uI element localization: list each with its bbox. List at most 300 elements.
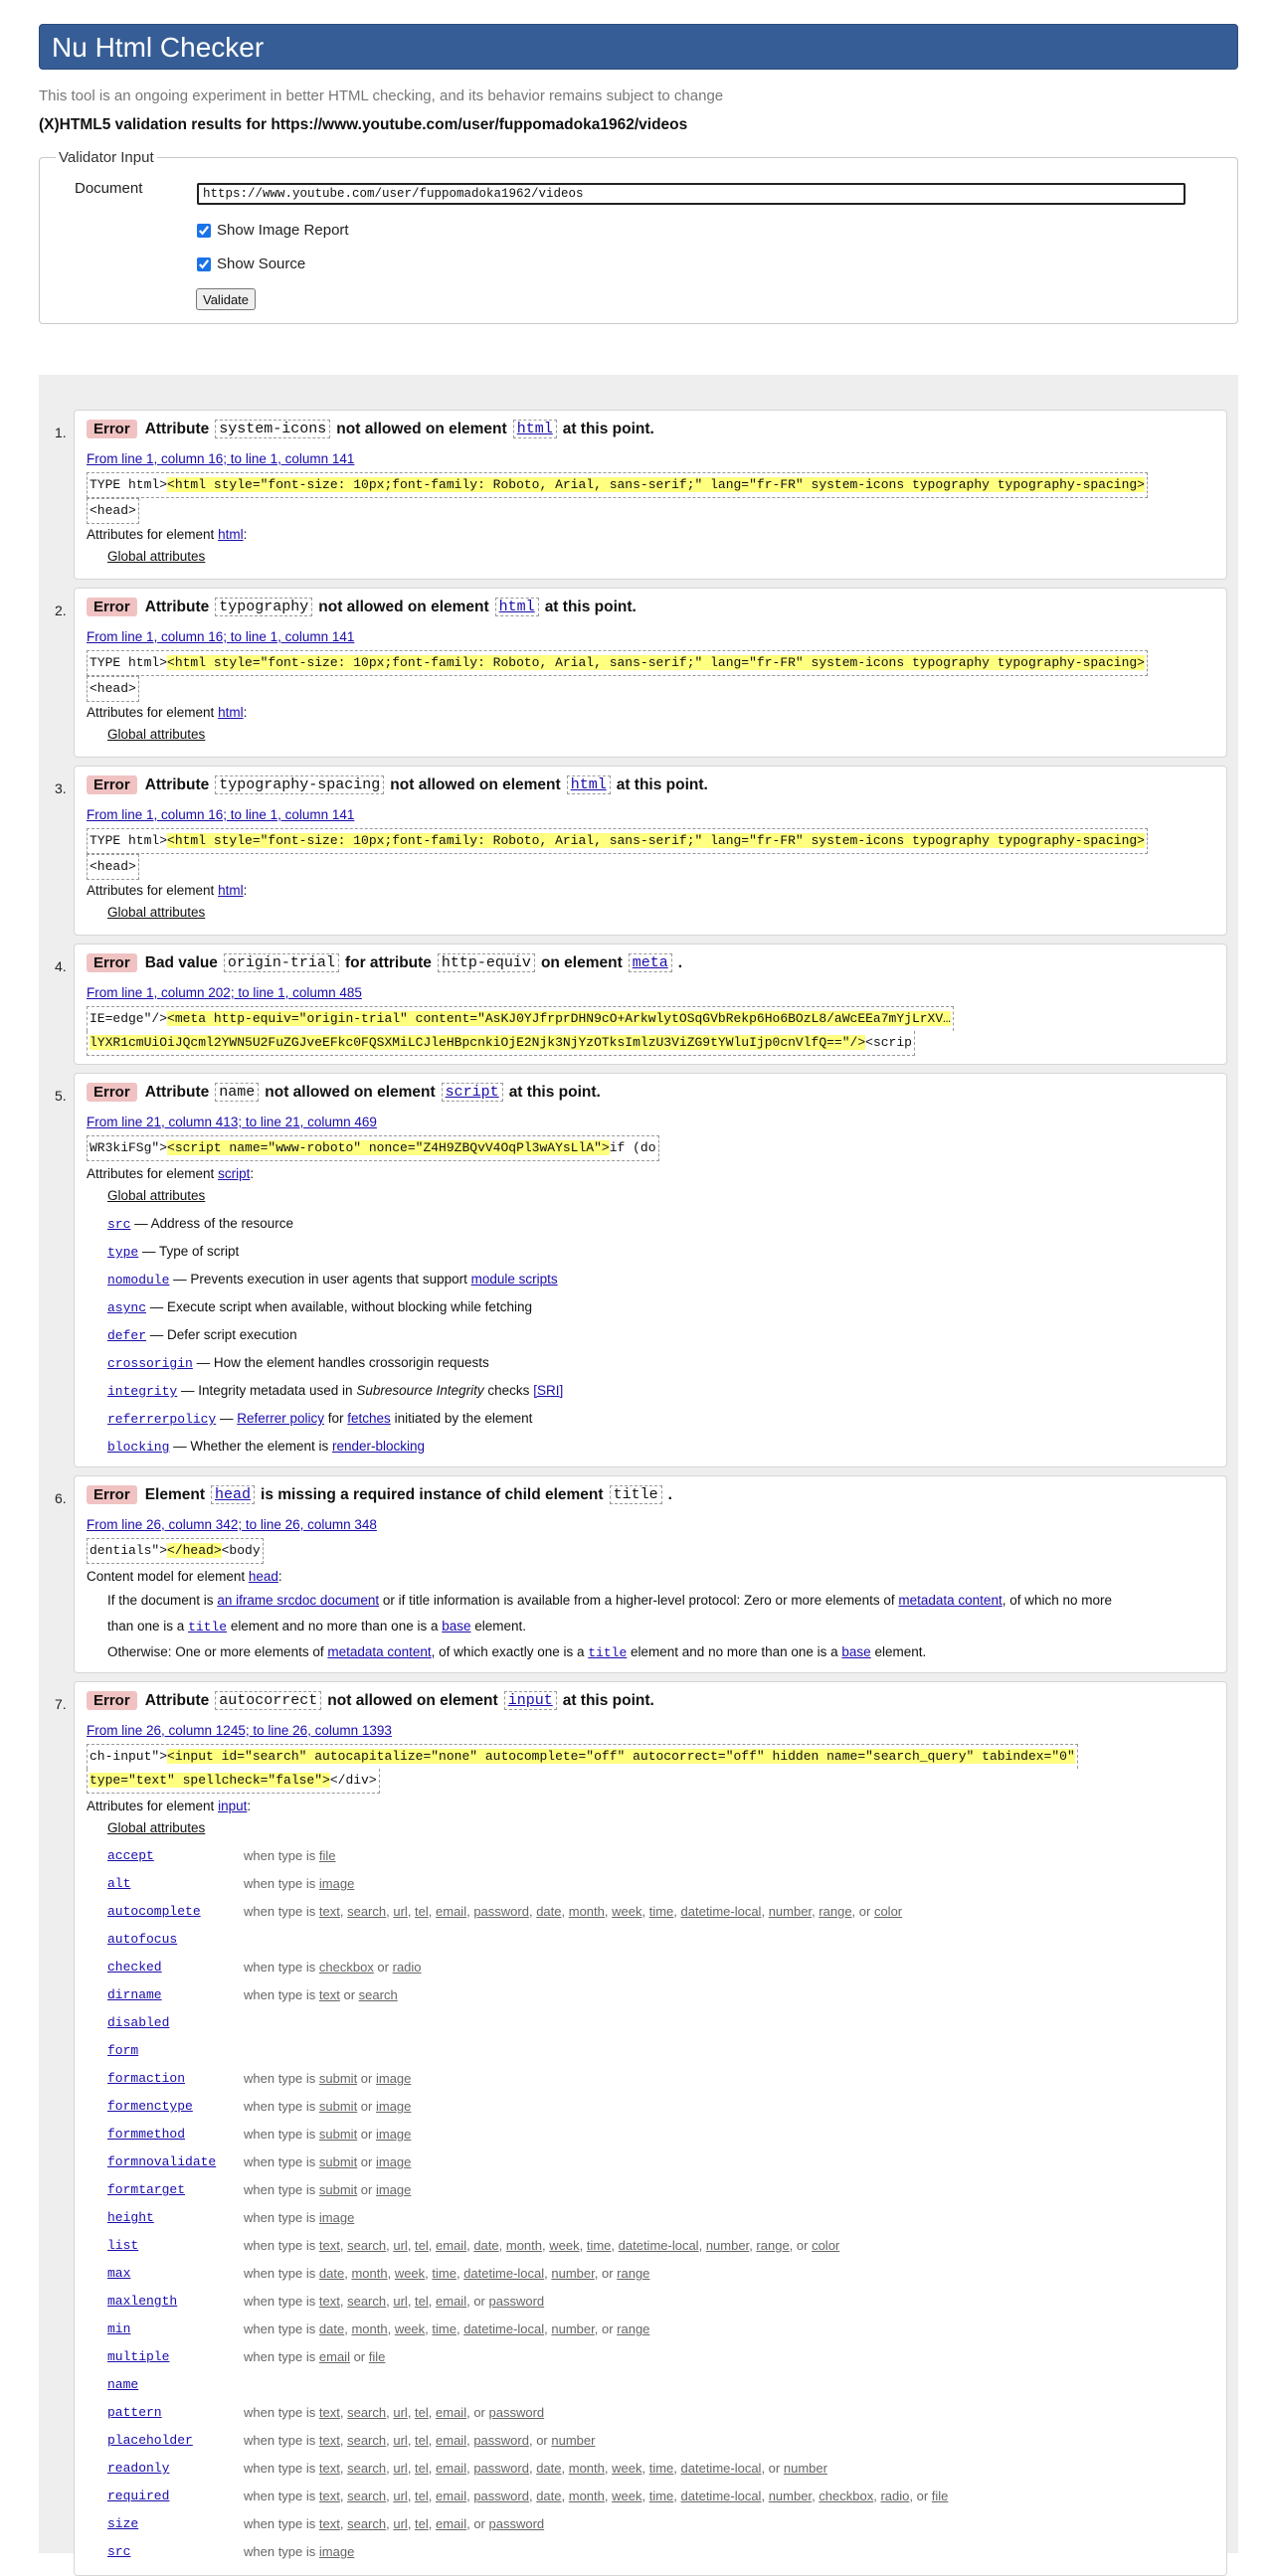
input-type-link[interactable]: number xyxy=(551,2266,595,2281)
attribute-condition: when type is image xyxy=(244,2210,355,2225)
attribute-link[interactable]: placeholder xyxy=(107,2433,193,2448)
input-type-link[interactable]: text xyxy=(318,1904,340,1919)
attribute-item xyxy=(107,2042,138,2058)
attribute-link[interactable]: nomodule xyxy=(107,1273,170,1288)
attribute-name: typography xyxy=(215,598,312,616)
element-spec-link[interactable]: head xyxy=(248,1569,278,1584)
input-type-link[interactable]: datetime-local xyxy=(680,2461,762,2476)
attribute-link[interactable]: checked xyxy=(107,1960,162,1975)
attribute-link[interactable]: name xyxy=(107,2377,139,2392)
attribute-item xyxy=(107,2543,130,2559)
attribute-link[interactable]: dirname xyxy=(107,1987,162,2002)
input-type-link[interactable]: month xyxy=(568,2489,605,2503)
attribute-item xyxy=(107,2126,185,2142)
error-badge: Error xyxy=(87,953,137,972)
input-type-link[interactable]: tel xyxy=(415,2294,429,2309)
input-type-link[interactable]: time xyxy=(648,1904,674,1919)
input-type-link[interactable]: url xyxy=(393,2433,408,2448)
attribute-condition: when type is text, search, url, tel, email, password, or number xyxy=(244,2433,596,2448)
spec-link[interactable]: fetches xyxy=(347,1411,391,1426)
content-model-otherwise: Otherwise: One or more elements of metadata content, of which exactly one is a title element and no more than one is a base element. xyxy=(107,1644,927,1660)
attribute-condition: when type is submit or image xyxy=(244,2127,412,2142)
attributes-for-element: Attributes for element html: xyxy=(87,883,248,898)
input-type-link[interactable]: range xyxy=(756,2238,790,2253)
message-heading: Error Attribute autocorrect not allowed on element input at this point. xyxy=(87,1691,654,1710)
input-type-link[interactable]: password xyxy=(473,2489,529,2503)
input-type-link[interactable]: image xyxy=(375,2127,412,2142)
input-type-link[interactable]: text xyxy=(318,2405,340,2420)
attribute-name: system-icons xyxy=(215,420,330,438)
error-badge: Error xyxy=(87,775,137,794)
spec-link[interactable]: module scripts xyxy=(470,1272,558,1287)
element-spec-link[interactable]: script xyxy=(218,1166,251,1181)
input-type-link[interactable]: text xyxy=(318,1987,340,2002)
spec-link[interactable]: render-blocking xyxy=(332,1439,426,1454)
element-spec-link[interactable]: html xyxy=(218,883,244,898)
input-type-link[interactable]: search xyxy=(347,2405,387,2420)
attribute-condition: when type is text, search, url, tel, email, date, month, week, time, datetime-local, number, range, or color xyxy=(244,2238,840,2253)
input-type-link[interactable]: url xyxy=(393,2489,408,2503)
spec-link[interactable]: [SRI] xyxy=(533,1383,564,1398)
input-type-link[interactable]: datetime-local xyxy=(463,2321,545,2336)
attribute-item xyxy=(107,2181,185,2197)
attribute-name: typography-spacing xyxy=(215,775,384,794)
attribute-condition: when type is image xyxy=(244,1876,355,1891)
show-image-report-option[interactable] xyxy=(197,222,349,239)
element-link[interactable]: script xyxy=(442,1083,503,1102)
attribute-link[interactable]: autofocus xyxy=(107,1932,178,1947)
input-type-link[interactable]: search xyxy=(347,2516,387,2531)
input-type-link[interactable]: submit xyxy=(318,2127,358,2142)
input-type-link[interactable]: submit xyxy=(318,2154,358,2169)
attribute-item xyxy=(107,2293,177,2309)
attribute-item: async — Execute script when available, without blocking while fetching xyxy=(107,1299,532,1315)
element-link[interactable]: html xyxy=(567,775,611,794)
attribute-link[interactable]: pattern xyxy=(107,2405,162,2420)
attribute-name: name xyxy=(215,1083,259,1102)
input-type-link[interactable]: tel xyxy=(415,2405,429,2420)
input-type-link[interactable]: range xyxy=(617,2266,650,2281)
attribute-link[interactable]: formtarget xyxy=(107,2182,186,2197)
message-number: 3. xyxy=(55,780,67,796)
validator-input-legend: Validator Input xyxy=(59,149,154,166)
attribute-link[interactable]: crossorigin xyxy=(107,1356,193,1371)
input-type-link[interactable]: search xyxy=(347,2461,387,2476)
input-type-link[interactable]: datetime-local xyxy=(680,2489,762,2503)
attribute-item xyxy=(107,2098,193,2114)
input-type-link[interactable]: range xyxy=(819,1904,852,1919)
input-type-link[interactable]: date xyxy=(318,2321,345,2336)
global-attributes-link[interactable]: Global attributes xyxy=(107,1820,206,1835)
input-type-link[interactable]: datetime-local xyxy=(463,2266,545,2281)
input-type-link[interactable]: email xyxy=(318,2349,350,2364)
document-label: Document xyxy=(75,180,143,197)
input-type-link[interactable]: search xyxy=(358,1987,398,2002)
element-spec-link[interactable]: html xyxy=(218,527,244,542)
attribute-link[interactable]: size xyxy=(107,2516,139,2531)
message-heading: Error Bad value origin-trial for attribute http-equiv on element meta . xyxy=(87,953,682,972)
input-type-link[interactable]: image xyxy=(375,2071,412,2086)
attribute-link[interactable]: height xyxy=(107,2210,154,2225)
input-type-link[interactable]: week xyxy=(549,2238,580,2253)
input-type-link[interactable]: submit xyxy=(318,2071,358,2086)
attribute-item xyxy=(107,2209,154,2225)
input-type-link[interactable]: password xyxy=(473,1904,529,1919)
attribute-condition: when type is text, search, url, tel, email, password, date, month, week, time, datetime-local, number, range, or color xyxy=(244,1904,903,1919)
input-type-link[interactable]: tel xyxy=(415,1904,429,1919)
attribute-link[interactable]: alt xyxy=(107,1876,131,1891)
message-number: 7. xyxy=(55,1696,67,1712)
input-type-link[interactable]: url xyxy=(393,2405,408,2420)
global-attributes-link[interactable]: Global attributes xyxy=(107,727,206,742)
input-type-link[interactable]: url xyxy=(393,2461,408,2476)
attribute-link[interactable]: list xyxy=(107,2238,139,2253)
input-type-link[interactable]: search xyxy=(347,2294,387,2309)
attribute-item: type — Type of script xyxy=(107,1244,240,1260)
input-type-link[interactable]: email xyxy=(436,2433,467,2448)
child-element-name: title xyxy=(610,1485,662,1504)
location-link[interactable]: From line 26, column 1245; to line 26, column 1393 xyxy=(87,1723,392,1738)
input-type-link[interactable]: month xyxy=(568,1904,605,1919)
input-type-link[interactable]: file xyxy=(931,2489,949,2503)
input-type-link[interactable]: checkbox xyxy=(819,2489,874,2503)
location-link[interactable]: From line 21, column 413; to line 21, column 469 xyxy=(87,1115,377,1129)
attribute-item: defer — Defer script execution xyxy=(107,1327,297,1343)
input-type-link[interactable]: tel xyxy=(415,2433,429,2448)
source-extract: IE=edge"/><meta http-equiv="origin-trial" content="AsKJ0YJfrprDHN9cO+ArkwlytOSqGVbRekp6Ho6BOzL8/aWcEEa7mYjLrXV… lYXR1cmUiOiJQcml2YWN5U2FuZGJveEFkc0FQSXMiLCJleHBpcnkiOjE2Njk3NjYzOTksImlzU3ViZG9tYWluIjp0cnVlfQ=="/><scrip xyxy=(87,1006,954,1056)
attributes-for-element: Attributes for element html: xyxy=(87,705,248,720)
input-type-link[interactable]: file xyxy=(368,2349,386,2364)
input-type-link[interactable]: week xyxy=(612,2461,642,2476)
results-list xyxy=(39,375,1238,2559)
input-type-link[interactable]: week xyxy=(612,1904,642,1919)
element-link[interactable]: html xyxy=(495,598,539,616)
error-message xyxy=(55,1073,1227,1467)
input-type-link[interactable]: submit xyxy=(318,2182,358,2197)
input-type-link[interactable]: date xyxy=(536,2461,562,2476)
input-type-link[interactable]: text xyxy=(318,2433,340,2448)
attribute-item xyxy=(107,1959,162,1975)
attribute-link[interactable]: async xyxy=(107,1300,147,1315)
show-source-option[interactable] xyxy=(197,256,305,272)
attribute-condition: when type is text, search, url, tel, email, or password xyxy=(244,2294,545,2309)
input-type-link[interactable]: month xyxy=(568,2461,605,2476)
input-type-link[interactable]: number xyxy=(768,2489,813,2503)
attribute-name: http-equiv xyxy=(438,953,535,972)
input-type-link[interactable]: text xyxy=(318,2489,340,2503)
location-link[interactable]: From line 1, column 16; to line 1, column 141 xyxy=(87,629,355,644)
attribute-item xyxy=(107,1875,130,1891)
message-number: 2. xyxy=(55,602,67,618)
attribute-item: nomodule — Prevents execution in user agents that support module scripts xyxy=(107,1272,558,1288)
input-type-link[interactable]: color xyxy=(812,2238,840,2253)
message-heading: Error Attribute typography-spacing not allowed on element html at this point. xyxy=(87,775,708,794)
global-attributes-link[interactable]: Global attributes xyxy=(107,905,206,920)
attribute-item xyxy=(107,1847,154,1863)
source-extract: TYPE html><html style="font-size: 10px;font-family: Roboto, Arial, sans-serif;" lang="fr-FR" system-icons typography typography-spacing> <head> xyxy=(87,472,1148,524)
attribute-item xyxy=(107,1931,177,1947)
attribute-item xyxy=(107,1986,162,2002)
location-link[interactable]: From line 1, column 16; to line 1, column 141 xyxy=(87,451,355,466)
input-type-link[interactable]: time xyxy=(648,2489,674,2503)
input-type-link[interactable]: file xyxy=(318,1848,336,1863)
input-type-link[interactable]: image xyxy=(375,2182,412,2197)
attribute-item xyxy=(107,2237,138,2253)
content-model-condition: than one is a title element and no more than one is a base element. xyxy=(107,1619,527,1634)
show-image-report-checkbox[interactable] xyxy=(197,224,211,238)
input-type-link[interactable]: week xyxy=(394,2321,426,2336)
input-type-link[interactable]: date xyxy=(318,2266,345,2281)
location-link[interactable]: From line 1, column 16; to line 1, column 141 xyxy=(87,807,355,822)
input-type-link[interactable]: text xyxy=(318,2461,340,2476)
input-type-link[interactable]: email xyxy=(436,1904,467,1919)
error-message xyxy=(55,410,1227,580)
attribute-item xyxy=(107,2515,138,2531)
input-type-link[interactable]: color xyxy=(873,1904,903,1919)
spec-link[interactable]: Referrer policy xyxy=(237,1411,325,1426)
attribute-item: blocking — Whether the element is render-blocking xyxy=(107,1439,426,1455)
content-model: Content model for element head: xyxy=(87,1569,282,1584)
input-type-link[interactable]: number xyxy=(551,2321,595,2336)
input-type-link[interactable]: time xyxy=(432,2266,456,2281)
error-badge: Error xyxy=(87,1691,137,1710)
error-message xyxy=(55,1475,1227,1673)
input-type-link[interactable]: date xyxy=(536,2489,562,2503)
input-type-link[interactable]: search xyxy=(347,2238,387,2253)
attribute-condition: when type is submit or image xyxy=(244,2099,412,2114)
input-type-link[interactable]: week xyxy=(612,2489,642,2503)
attribute-condition: when type is image xyxy=(244,2544,355,2559)
input-type-link[interactable]: text xyxy=(318,2516,340,2531)
attribute-name: autocorrect xyxy=(215,1691,321,1710)
input-type-link[interactable]: month xyxy=(505,2238,543,2253)
attribute-condition: when type is text, search, url, tel, email, or password xyxy=(244,2516,545,2531)
attribute-link[interactable]: formnovalidate xyxy=(107,2154,217,2169)
attribute-link[interactable]: form xyxy=(107,2043,139,2058)
global-attributes-link[interactable]: Global attributes xyxy=(107,549,206,564)
input-type-link[interactable]: email xyxy=(436,2238,467,2253)
attribute-condition: when type is date, month, week, time, datetime-local, number, or range xyxy=(244,2321,650,2336)
show-image-report-label: Show Image Report xyxy=(217,222,349,239)
input-type-link[interactable]: text xyxy=(318,2238,340,2253)
location-link[interactable]: From line 26, column 342; to line 26, column 348 xyxy=(87,1517,377,1532)
attribute-item xyxy=(107,2265,130,2281)
input-type-link[interactable]: password xyxy=(473,2461,529,2476)
source-extract: ch-input"><input id="search" autocapitalize="none" autocomplete="off" autocorrect="off" hidden name="search_query" tabindex="0" type="text" spellcheck="false"></div> xyxy=(87,1744,1078,1794)
attribute-condition: when type is text or search xyxy=(244,1987,398,2002)
source-extract: TYPE html><html style="font-size: 10px;font-family: Roboto, Arial, sans-serif;" lang="fr-FR" system-icons typography typography-spacing> <head> xyxy=(87,828,1148,880)
input-type-link[interactable]: image xyxy=(318,2544,355,2559)
attribute-item xyxy=(107,2432,193,2448)
attribute-item: referrerpolicy — Referrer policy for fetches initiated by the element xyxy=(107,1411,533,1427)
source-extract: WR3kiFSg"><script name="www-roboto" nonce="Z4H9ZBQvV4OqPl3wAYsLlA">if (do xyxy=(87,1135,659,1161)
attribute-condition: when type is submit or image xyxy=(244,2071,412,2086)
attribute-item: src — Address of the resource xyxy=(107,1216,293,1232)
input-type-link[interactable]: url xyxy=(393,2516,408,2531)
attribute-item xyxy=(107,2488,169,2503)
input-type-link[interactable]: image xyxy=(375,2154,412,2169)
results-heading: (X)HTML5 validation results for https://www.youtube.com/user/fuppomadoka1962/videos xyxy=(39,116,688,133)
input-type-link[interactable]: number xyxy=(768,1904,813,1919)
error-badge: Error xyxy=(87,598,137,616)
input-type-link[interactable]: image xyxy=(318,2210,355,2225)
input-type-link[interactable]: email xyxy=(436,2489,467,2503)
attribute-link[interactable]: formenctype xyxy=(107,2099,193,2114)
attribute-item xyxy=(107,2376,138,2392)
source-extract: TYPE html><html style="font-size: 10px;font-family: Roboto, Arial, sans-serif;" lang="fr-FR" system-icons typography typography-spacing> <head> xyxy=(87,650,1148,702)
input-type-link[interactable]: datetime-local xyxy=(680,1904,762,1919)
show-source-checkbox[interactable] xyxy=(197,258,211,271)
attribute-link[interactable]: formaction xyxy=(107,2071,186,2086)
attribute-condition: when type is text, search, url, tel, email, password, date, month, week, time, datetime-local, number, checkbox, radio, or file xyxy=(244,2489,949,2503)
input-type-link[interactable]: range xyxy=(617,2321,650,2336)
input-type-link[interactable]: time xyxy=(432,2321,456,2336)
attribute-link[interactable]: maxlength xyxy=(107,2294,178,2309)
input-type-link[interactable]: url xyxy=(393,1904,408,1919)
global-attributes-link[interactable]: Global attributes xyxy=(107,1188,206,1203)
attribute-link[interactable]: accept xyxy=(107,1848,154,1863)
attribute-link[interactable]: blocking xyxy=(107,1440,170,1455)
input-type-link[interactable]: search xyxy=(347,2433,387,2448)
input-type-link[interactable]: email xyxy=(436,2516,467,2531)
attribute-condition: when type is text, search, url, tel, email, or password xyxy=(244,2405,545,2420)
input-type-link[interactable]: datetime-local xyxy=(618,2238,699,2253)
element-spec-link[interactable]: input xyxy=(218,1799,248,1813)
attribute-link[interactable]: src xyxy=(107,2544,131,2559)
input-type-link[interactable]: url xyxy=(393,2294,408,2309)
attribute-item xyxy=(107,2320,130,2336)
input-type-link[interactable]: date xyxy=(473,2238,499,2253)
attribute-link[interactable]: autocomplete xyxy=(107,1904,201,1919)
input-type-link[interactable]: image xyxy=(375,2099,412,2114)
attribute-item xyxy=(107,2014,169,2030)
document-url-input[interactable] xyxy=(197,183,1186,205)
error-badge: Error xyxy=(87,420,137,438)
attribute-condition: when type is checkbox or radio xyxy=(244,1960,422,1975)
attributes-for-element: Attributes for element input: xyxy=(87,1799,252,1813)
location-link[interactable]: From line 1, column 202; to line 1, column 485 xyxy=(87,985,362,1000)
input-type-link[interactable]: image xyxy=(318,1876,355,1891)
element-spec-link[interactable]: html xyxy=(218,705,244,720)
attribute-condition: when type is file xyxy=(244,1848,336,1863)
attribute-item xyxy=(107,2153,216,2169)
attribute-condition: when type is submit or image xyxy=(244,2182,412,2197)
attribute-item xyxy=(107,1903,201,1919)
input-type-link[interactable]: password xyxy=(488,2516,545,2531)
error-message xyxy=(55,944,1227,1065)
attribute-link[interactable]: formmethod xyxy=(107,2127,186,2142)
input-type-link[interactable]: month xyxy=(351,2266,388,2281)
input-type-link[interactable]: time xyxy=(648,2461,674,2476)
attribute-link[interactable]: min xyxy=(107,2321,131,2336)
input-type-link[interactable]: tel xyxy=(415,2461,429,2476)
error-badge: Error xyxy=(87,1083,137,1102)
attribute-item xyxy=(107,2460,169,2476)
attribute-link[interactable]: type xyxy=(107,1245,139,1260)
input-type-link[interactable]: tel xyxy=(415,2516,429,2531)
attribute-item xyxy=(107,2348,169,2364)
input-type-link[interactable]: radio xyxy=(880,2489,910,2503)
attribute-link[interactable]: defer xyxy=(107,1328,147,1343)
message-number: 6. xyxy=(55,1490,67,1506)
attribute-link[interactable]: readonly xyxy=(107,2461,170,2476)
message-number: 1. xyxy=(55,425,67,440)
input-type-link[interactable]: email xyxy=(436,2461,467,2476)
input-type-link[interactable]: time xyxy=(586,2238,612,2253)
input-type-link[interactable]: password xyxy=(488,2405,545,2420)
attribute-link[interactable]: multiple xyxy=(107,2349,170,2364)
error-message xyxy=(55,588,1227,758)
input-type-link[interactable]: tel xyxy=(415,2238,429,2253)
input-type-link[interactable]: email xyxy=(436,2294,467,2309)
element-link[interactable]: meta xyxy=(629,953,672,972)
input-type-link[interactable]: checkbox xyxy=(318,1960,374,1975)
page-header: Nu Html Checker xyxy=(39,24,1238,70)
element-link[interactable]: html xyxy=(513,420,557,438)
message-heading: Error Element head is missing a required instance of child element title . xyxy=(87,1485,672,1504)
tool-subtitle: This tool is an ongoing experiment in better HTML checking, and its behavior remains subject to change xyxy=(39,87,724,104)
attribute-link[interactable]: required xyxy=(107,2489,170,2503)
input-type-link[interactable]: radio xyxy=(392,1960,422,1975)
attribute-value: origin-trial xyxy=(224,953,339,972)
attribute-link[interactable]: max xyxy=(107,2266,131,2281)
attribute-condition: when type is date, month, week, time, datetime-local, number, or range xyxy=(244,2266,650,2281)
error-message xyxy=(55,1681,1227,2576)
input-type-link[interactable]: month xyxy=(351,2321,388,2336)
input-type-link[interactable]: tel xyxy=(415,2489,429,2503)
element-link[interactable]: head xyxy=(211,1485,255,1504)
message-heading: Error Attribute name not allowed on element script at this point. xyxy=(87,1083,601,1102)
input-type-link[interactable]: password xyxy=(473,2433,529,2448)
message-number: 5. xyxy=(55,1088,67,1104)
input-type-link[interactable]: url xyxy=(393,2238,408,2253)
attribute-item xyxy=(107,2404,162,2420)
attributes-for-element: Attributes for element script: xyxy=(87,1166,255,1181)
attributes-for-element: Attributes for element html: xyxy=(87,527,248,542)
attribute-condition: when type is email or file xyxy=(244,2349,386,2364)
input-type-link[interactable]: search xyxy=(347,2489,387,2503)
attribute-condition: when type is submit or image xyxy=(244,2154,412,2169)
attribute-link[interactable]: src xyxy=(107,1217,131,1232)
input-type-link[interactable]: number xyxy=(705,2238,750,2253)
error-badge: Error xyxy=(87,1485,137,1504)
input-type-link[interactable]: password xyxy=(488,2294,545,2309)
error-message xyxy=(55,766,1227,936)
attribute-item: integrity — Integrity metadata used in Subresource Integrity checks [SRI] xyxy=(107,1383,564,1399)
source-extract: dentials"></head><body xyxy=(87,1538,264,1564)
show-source-label: Show Source xyxy=(217,256,306,272)
attribute-item xyxy=(107,2070,185,2086)
input-type-link[interactable]: date xyxy=(536,1904,562,1919)
validate-button[interactable]: Validate xyxy=(196,288,256,310)
input-type-link[interactable]: search xyxy=(347,1904,387,1919)
input-type-link[interactable]: number xyxy=(783,2461,827,2476)
message-number: 4. xyxy=(55,958,67,974)
message-heading: Error Attribute typography not allowed on element html at this point. xyxy=(87,598,637,616)
attribute-link[interactable]: disabled xyxy=(107,2015,170,2030)
input-type-link[interactable]: submit xyxy=(318,2099,358,2114)
attribute-link[interactable]: integrity xyxy=(107,1384,178,1399)
input-type-link[interactable]: email xyxy=(436,2405,467,2420)
message-heading: Error Attribute system-icons not allowed on element html at this point. xyxy=(87,420,654,438)
content-model-condition: If the document is an iframe srcdoc document or if title information is available from a higher-level protocol: Zero or more elements of metadata content, of which no more xyxy=(107,1593,1113,1608)
input-type-link[interactable]: number xyxy=(551,2433,596,2448)
attribute-link[interactable]: referrerpolicy xyxy=(107,1412,217,1427)
attribute-item: crossorigin — How the element handles crossorigin requests xyxy=(107,1355,489,1371)
element-link[interactable]: input xyxy=(504,1691,557,1710)
input-type-link[interactable]: text xyxy=(318,2294,340,2309)
input-type-link[interactable]: week xyxy=(394,2266,426,2281)
